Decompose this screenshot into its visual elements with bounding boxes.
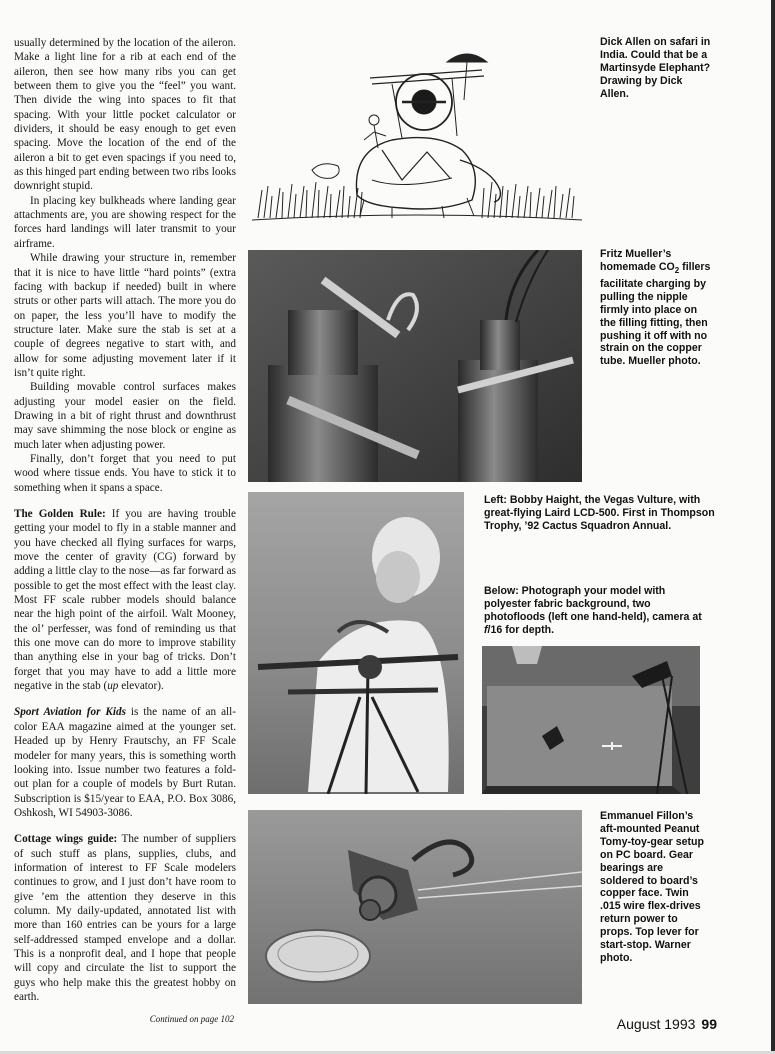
caption-fillon: Emmanuel Fillon’s aft-mounted Peanut Tomy-toy-gear setup on PC board. Gear bearings are soldered to board’s copper face. Twin .015 wire flex-drives return power to props. Top lever for start-stop. Warner photo.	[600, 810, 704, 964]
photo-bobby-haight	[248, 492, 464, 794]
page-number: 99	[701, 1016, 717, 1032]
cottage-wings-paragraph: Cottage wings guide: The number of suppliers of such stuff as plans, supplies, clubs, and information of interest to FF Scale modelers continues to grow, and I just don’t have room to give ’em the attention they deserve in this column. My daily-updated, annotated list with more than 160 entries can be yours for a large self-addressed stamped envelope and a dollar. This is a nonprofit deal, and I hope that people will copy and circulate the list to support the guys who help make this the greatest hobby on earth.	[14, 833, 236, 1003]
caption-mueller: Fritz Mueller’s homemade $CO_2$ fillers facilitate charging by pulling the nipple firmly into place on the filling fitting, then pushing it off with no strain on the copper tube. Mueller photo.	[600, 248, 711, 368]
issue-date: August 1993	[616, 1016, 696, 1032]
article-paragraph: Building movable control surfaces makes adjusting your model easier on the field. Drawing in a bit of right thrust and downthrust may save shimming the nose block or engine as much later when adjusting power.	[14, 381, 236, 451]
photo-peanut-gear	[248, 810, 582, 1004]
sport-aviation-paragraph: Sport Aviation for Kids is the name of an all-color EAA magazine aimed at the younger set. Headed up by Henry Frautschy, an FF Scale modeler for many years, this is something worth looking into. Issue number two features a fold-out plan for a couple of models by Burt Rutan. Subscription is $15/year to EAA, P.O. Box 3086, Oshkosh, WI 54903-3086.	[14, 706, 236, 819]
article-paragraph: Finally, don’t forget that you need to put wood where tissue ends. You have to stick it to something when it spans a space.	[14, 452, 236, 494]
article-paragraph: While drawing your structure in, remember that it is nice to have little “hard points” (extra facing with backup if needed) built in where struts or other parts will attach. The more you do on paper, the less you’ll have to modify the structure later. Make sure the stab is set at a couple of degrees negative to start with, and allow for some adjusting movement later if it isn’t quite right.	[14, 252, 236, 379]
caption-haight: Left: Bobby Haight, the Vegas Vulture, with great-flying Laird LCD-500. First in Thompson Trophy, ’92 Cactus Squadron Annual.	[484, 494, 715, 532]
page-edge	[771, 0, 775, 1054]
cartoon-drawing	[252, 40, 582, 230]
golden-rule-paragraph: The Golden Rule: If you are having trouble getting your model to fly in a stable manner and you have checked all flying surfaces for warps, move the center of gravity (CG) forward by adding a little clay to the nose—as far forward as possible to get the most effect with the least clay. Most FF scale rubber models should balance near the high point of the airfoil. Walt Mooney, the ol’ perfesser, was fond of reminding us that this one move can do more to improve stability than anything else in your bag of tricks. Don’t forget that you may have to add a little more negative in the stab (up elevator).	[14, 508, 236, 693]
magazine-title: Sport Aviation for Kids	[14, 706, 126, 719]
article-paragraph: In placing key bulkheads where landing gear attachments are, you are showing respect for the forces hard landings will later transmit to your airframe.	[14, 194, 236, 250]
caption-dick-allen: Dick Allen on safari in India. Could that be a Martinsyde Elephant? Drawing by Dick Allen.	[600, 36, 711, 100]
continued-note: Continued on page 102	[149, 1014, 234, 1025]
golden-rule-heading: The Golden Rule:	[14, 508, 106, 520]
photo-setup	[482, 646, 700, 794]
caption-photograph-tip: Below: Photograph your model with polyester fabric background, two photofloods (left one hand-held), camera at f/16 for depth.	[484, 585, 702, 636]
page-folio	[617, 1016, 717, 1032]
photo-co2-fillers	[248, 250, 582, 482]
article-paragraph: usually determined by the location of the aileron. Make a light line for a rib at each end of the aileron, then see how many ribs you can get between them to give you the “feel” you want. Then divide the wing into spaces to fit that spacing. With your little pocket calculator or dividers, it should be easy enough to get even spacing. Move the location of the end of the aileron a bit to get even spacings if you need to, as this hinged part ending between two ribs looks downright stupid.	[14, 37, 236, 193]
article-column	[14, 36, 236, 1027]
cottage-wings-heading: Cottage wings guide:	[14, 833, 118, 846]
